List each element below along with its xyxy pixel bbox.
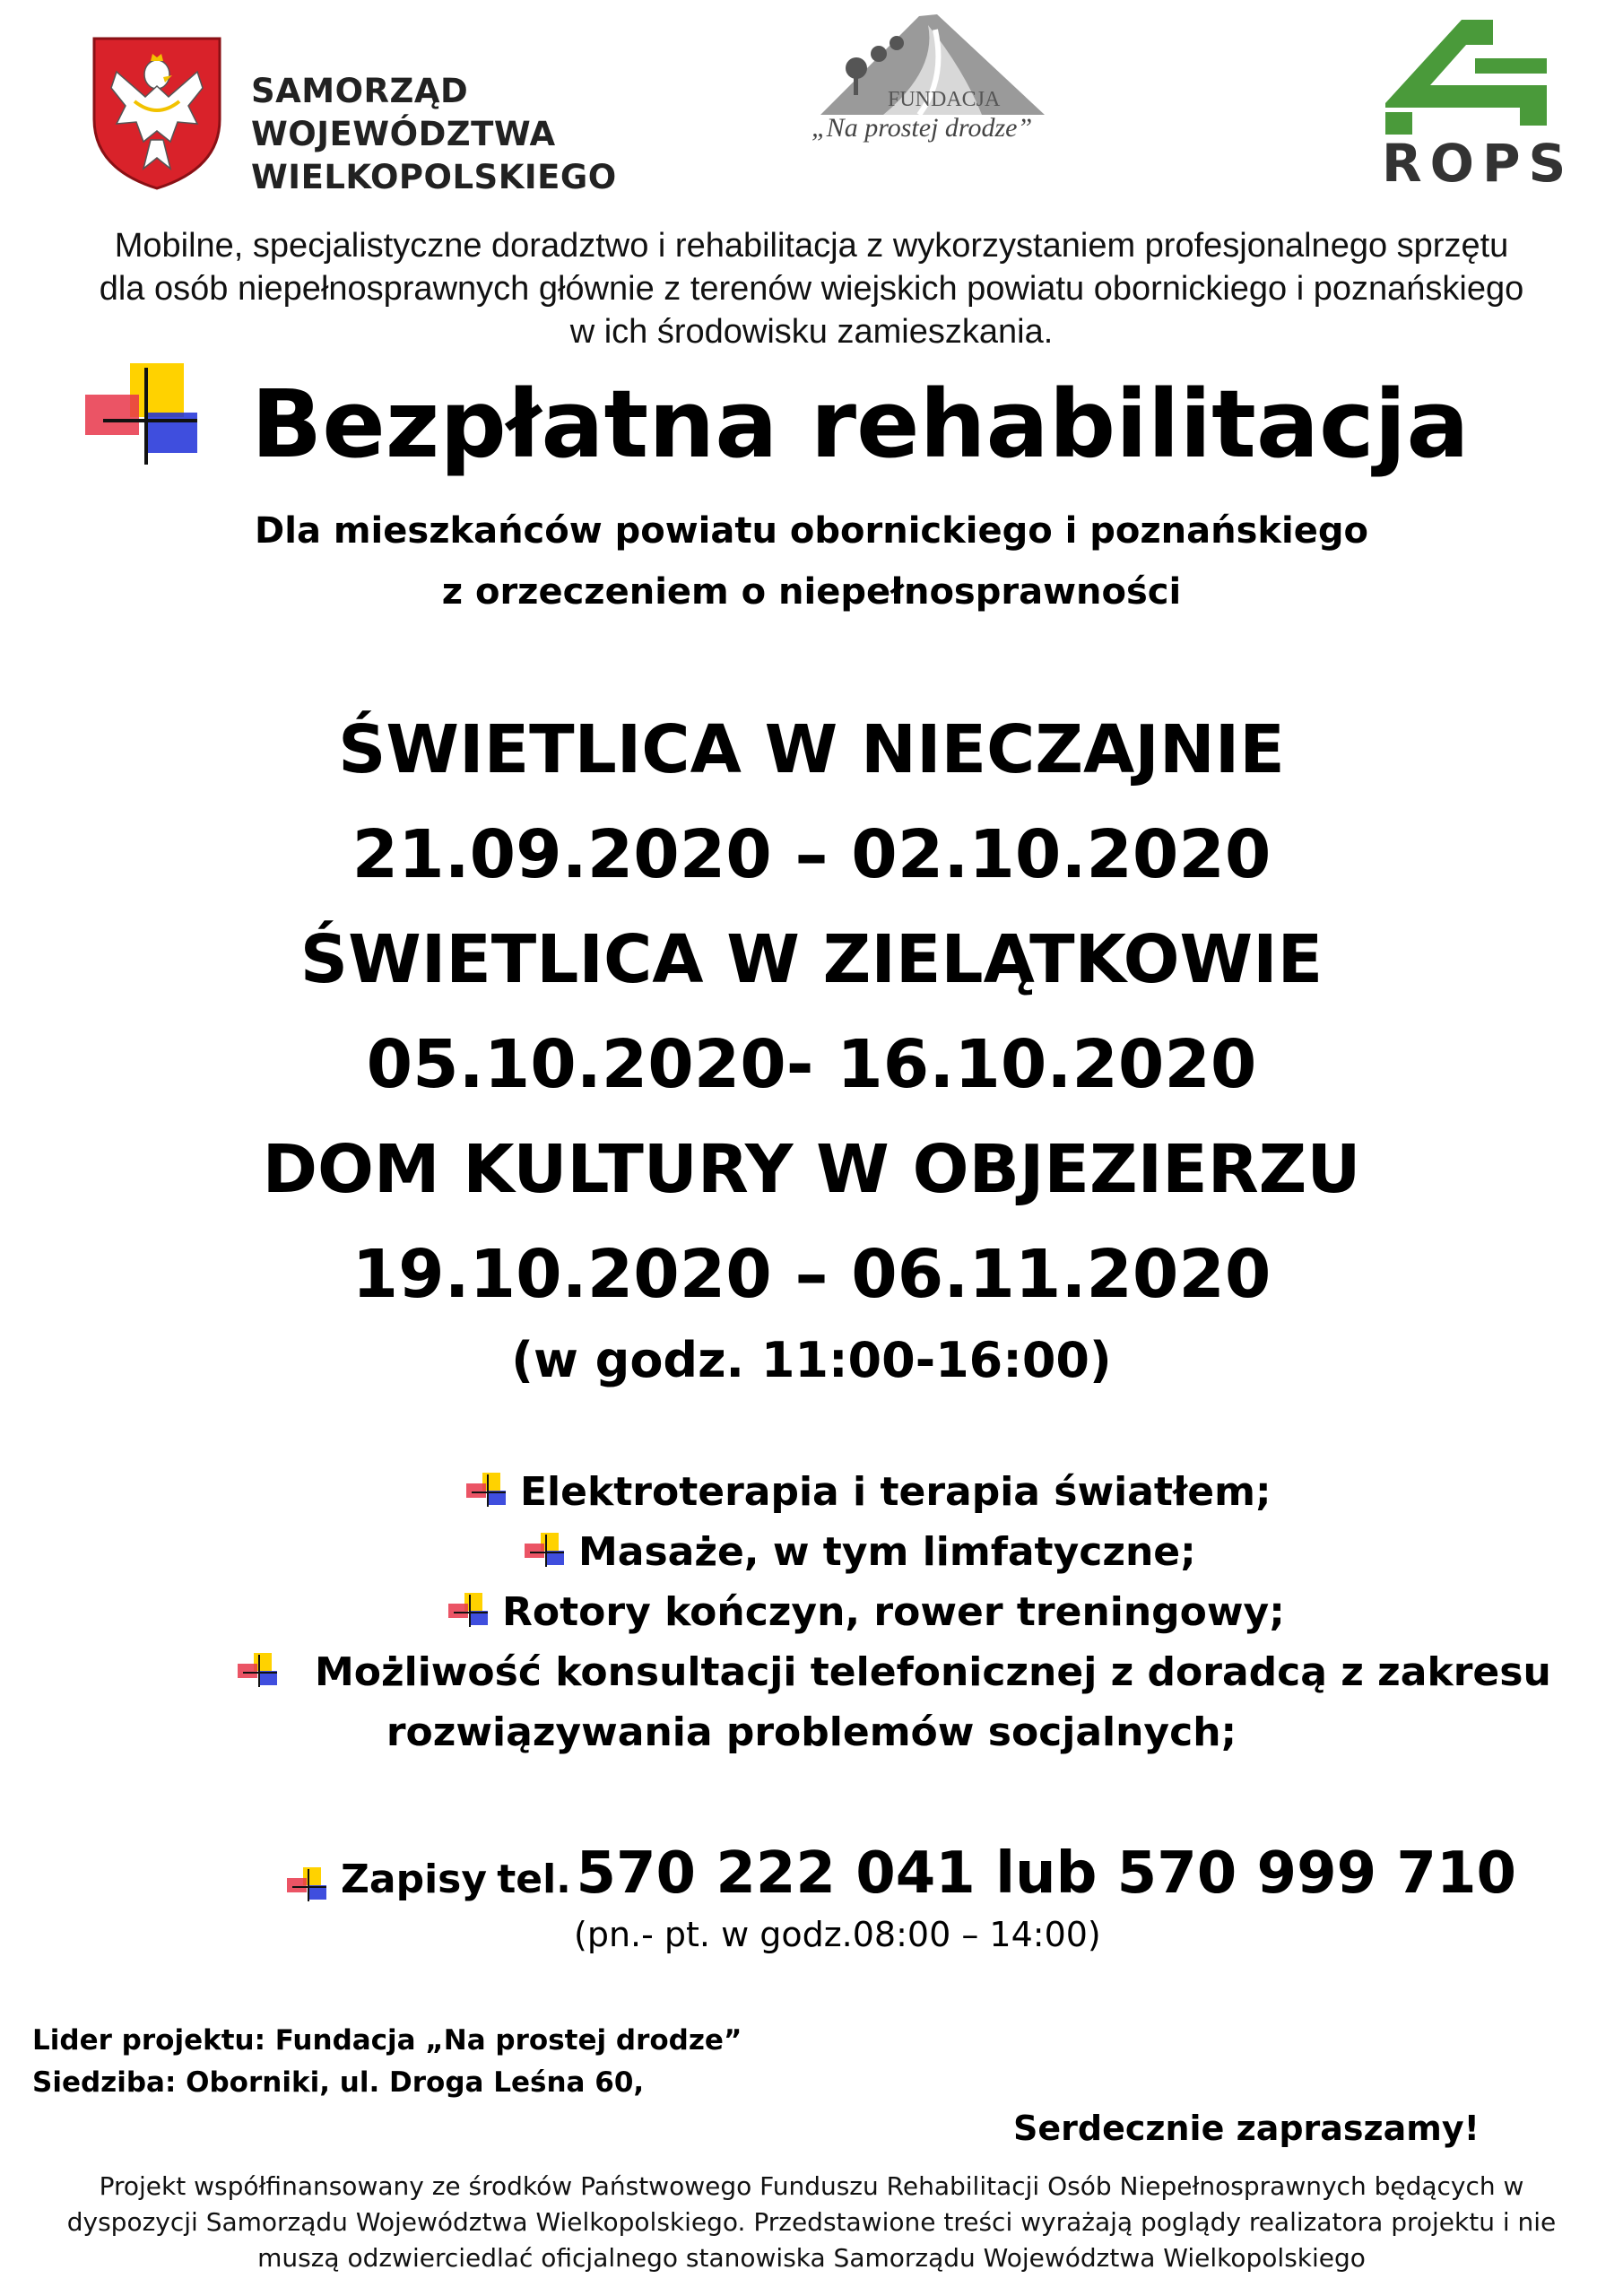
bullet-icon	[466, 1473, 508, 1509]
service-label: Elektroterapia i terapia światłem;	[520, 1469, 1271, 1515]
fundacja-name: „Na prostej drodze”	[812, 113, 1033, 143]
subtitle-line: z orzeczeniem o niepełnosprawności	[441, 571, 1182, 613]
bullet-icon	[525, 1533, 566, 1569]
service-item	[525, 1522, 1196, 1582]
fundacja-label: FUNDACJA	[888, 88, 1001, 111]
footer-line: dyspozycji Samorządu Województwa Wielkopolskiego. Przedstawione treści wyrażają poglądy realizatora projektu i nie	[66, 2207, 1557, 2237]
leader-line: Lider projektu: Fundacja „Na prostej drodze”	[32, 2024, 742, 2057]
invitation: Serdecznie zapraszamy!	[1013, 2109, 1480, 2148]
coat-of-arms-icon	[90, 34, 224, 191]
intro-line: Mobilne, specjalistyczne doradztwo i rehabilitacja z wykorzystaniem profesjonalnego sprzętu	[114, 227, 1509, 265]
location-dates: 05.10.2020- 16.10.2020	[366, 1026, 1257, 1103]
rops-logo	[1376, 18, 1575, 194]
samorzad-logo	[90, 34, 628, 196]
service-label: Masaże, w tym limfatyczne;	[578, 1529, 1196, 1575]
rops-symbol-icon	[1376, 18, 1556, 135]
location-name: ŚWIETLICA W NIECZAJNIE	[338, 711, 1285, 788]
samorzad-line-1: SAMORZĄD WOJEWÓDZTWA	[251, 72, 556, 153]
bullet-icon	[287, 1867, 328, 1903]
signup-line	[287, 1840, 1516, 1907]
opening-hours: (w godz. 11:00-16:00)	[511, 1332, 1112, 1388]
funding-footer	[0, 2169, 1623, 2276]
subtitle	[0, 500, 1623, 622]
bullet-icon	[238, 1653, 279, 1689]
location-name: DOM KULTURY W OBJEZIERZU	[262, 1131, 1361, 1208]
signup-phones: 570 222 041 lub 570 999 710	[576, 1840, 1516, 1907]
service-item-continued	[0, 1702, 1623, 1762]
signup-label: Zapisy	[341, 1857, 488, 1902]
service-label: Rotory kończyn, rower treningowy;	[502, 1589, 1285, 1635]
samorzad-line-2: WIELKOPOLSKIEGO	[251, 158, 617, 196]
footer-line: muszą odzwierciedlać oficjalnego stanowiska Samorządu Województwa Wielkopolskiego	[257, 2243, 1366, 2273]
service-item	[448, 1582, 1285, 1642]
signup-hours: (pn.- pt. w godz.08:00 – 14:00)	[574, 1915, 1101, 1954]
service-item	[238, 1642, 1551, 1702]
locations-schedule	[0, 698, 1623, 1327]
service-item	[466, 1462, 1271, 1522]
signup-tel-label: tel.	[497, 1857, 571, 1902]
fundacja-logo	[803, 7, 1063, 155]
project-leader	[32, 2020, 742, 2104]
location-dates: 19.10.2020 – 06.11.2020	[352, 1236, 1271, 1313]
title-bullet-icon	[85, 363, 202, 466]
service-label: rozwiązywania problemów socjalnych;	[386, 1709, 1237, 1755]
intro-line: dla osób niepełnosprawnych głównie z terenów wiejskich powiatu obornickiego i poznańskiego	[99, 270, 1524, 308]
intro-line: w ich środowisku zamieszkania.	[569, 313, 1054, 351]
location-dates: 21.09.2020 – 02.10.2020	[352, 816, 1271, 893]
subtitle-line: Dla mieszkańców powiatu obornickiego i poznańskiego	[255, 510, 1368, 552]
leader-address: Siedziba: Oborniki, ul. Droga Leśna 60,	[32, 2066, 645, 2099]
location-name: ŚWIETLICA W ZIELĄTKOWIE	[299, 921, 1324, 998]
rops-text: ROPS	[1382, 133, 1575, 194]
bullet-icon	[448, 1593, 490, 1629]
intro-paragraph	[0, 224, 1623, 353]
service-label: Możliwość konsultacji telefonicznej z doradcą z zakresu	[315, 1649, 1551, 1695]
page-title: Bezpłatna rehabilitacja	[251, 370, 1470, 479]
footer-line: Projekt współfinansowany ze środków Państwowego Funduszu Rehabilitacji Osób Niepełnosprawnych będących w	[99, 2171, 1524, 2201]
